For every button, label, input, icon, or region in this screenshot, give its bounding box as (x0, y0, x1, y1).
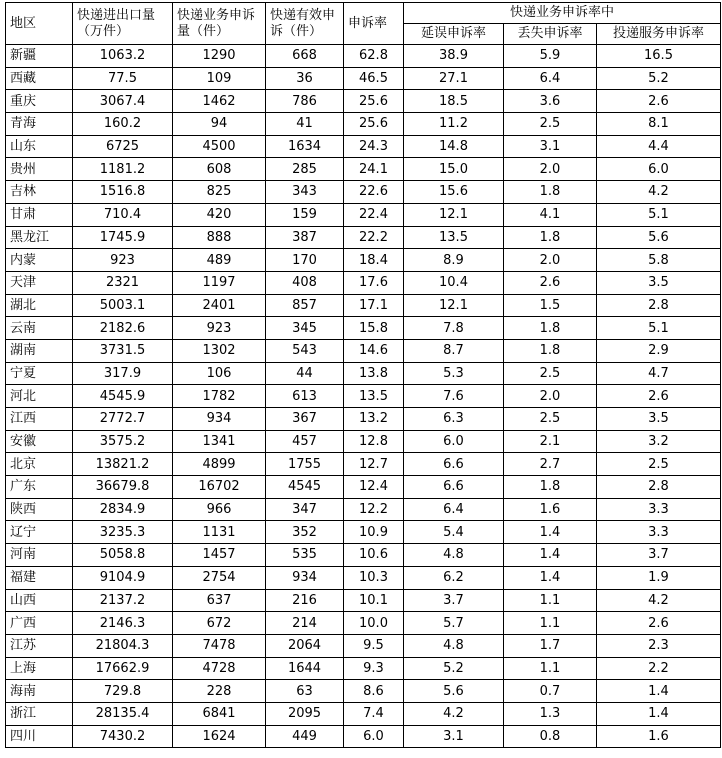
cell-valid-complaints: 63 (266, 680, 344, 703)
header-valid-complaints: 快递有效申 诉（件） (266, 3, 344, 45)
header-loss-rate: 丢失申诉率 (504, 24, 597, 45)
cell-complaint-rate: 25.6 (344, 90, 404, 113)
cell-region: 吉林 (6, 181, 73, 204)
cell-valid-complaints: 216 (266, 589, 344, 612)
cell-volume: 5003.1 (73, 294, 173, 317)
cell-volume: 2321 (73, 271, 173, 294)
cell-volume: 2772.7 (73, 408, 173, 431)
cell-delay-rate: 6.6 (404, 453, 504, 476)
cell-complaint-rate: 10.1 (344, 589, 404, 612)
table-row (6, 657, 721, 680)
table-row (6, 249, 721, 272)
cell-complaints: 888 (173, 226, 266, 249)
table-row (6, 67, 721, 90)
cell-region: 湖北 (6, 294, 73, 317)
cell-region: 青海 (6, 113, 73, 136)
cell-loss-rate: 0.8 (504, 725, 597, 748)
cell-delay-rate: 10.4 (404, 271, 504, 294)
cell-loss-rate: 1.3 (504, 702, 597, 725)
cell-loss-rate: 0.7 (504, 680, 597, 703)
cell-delay-rate: 5.7 (404, 612, 504, 635)
cell-valid-complaints: 214 (266, 612, 344, 635)
cell-volume: 1745.9 (73, 226, 173, 249)
cell-delay-rate: 4.8 (404, 544, 504, 567)
cell-complaints: 4500 (173, 135, 266, 158)
cell-volume: 2137.2 (73, 589, 173, 612)
cell-complaint-rate: 17.1 (344, 294, 404, 317)
cell-region: 江苏 (6, 634, 73, 657)
cell-loss-rate: 1.1 (504, 657, 597, 680)
cell-delivery-rate: 16.5 (597, 45, 721, 68)
cell-valid-complaints: 457 (266, 430, 344, 453)
cell-complaints: 672 (173, 612, 266, 635)
cell-complaints: 2754 (173, 566, 266, 589)
cell-complaints: 608 (173, 158, 266, 181)
table-row (6, 113, 721, 136)
cell-delay-rate: 13.5 (404, 226, 504, 249)
cell-delivery-rate: 2.3 (597, 634, 721, 657)
cell-volume: 6725 (73, 135, 173, 158)
cell-delivery-rate: 3.7 (597, 544, 721, 567)
cell-complaint-rate: 22.2 (344, 226, 404, 249)
cell-valid-complaints: 345 (266, 317, 344, 340)
table-row (6, 634, 721, 657)
cell-complaint-rate: 9.3 (344, 657, 404, 680)
cell-complaint-rate: 13.5 (344, 385, 404, 408)
cell-delay-rate: 3.1 (404, 725, 504, 748)
cell-valid-complaints: 347 (266, 498, 344, 521)
cell-volume: 36679.8 (73, 476, 173, 499)
cell-valid-complaints: 613 (266, 385, 344, 408)
cell-region: 甘肃 (6, 203, 73, 226)
cell-delay-rate: 6.0 (404, 430, 504, 453)
cell-volume: 3731.5 (73, 339, 173, 362)
cell-complaint-rate: 9.5 (344, 634, 404, 657)
cell-complaints: 109 (173, 67, 266, 90)
cell-volume: 7430.2 (73, 725, 173, 748)
cell-loss-rate: 2.5 (504, 362, 597, 385)
cell-complaints: 1197 (173, 271, 266, 294)
cell-delivery-rate: 2.2 (597, 657, 721, 680)
cell-complaints: 94 (173, 113, 266, 136)
cell-delivery-rate: 3.2 (597, 430, 721, 453)
cell-valid-complaints: 543 (266, 339, 344, 362)
table-row (6, 498, 721, 521)
cell-complaints: 1341 (173, 430, 266, 453)
cell-volume: 160.2 (73, 113, 173, 136)
cell-region: 山东 (6, 135, 73, 158)
header-volume: 快递进出口量 （万件） (73, 3, 173, 45)
cell-delivery-rate: 1.4 (597, 702, 721, 725)
cell-delivery-rate: 2.6 (597, 612, 721, 635)
cell-loss-rate: 1.6 (504, 498, 597, 521)
cell-delivery-rate: 1.9 (597, 566, 721, 589)
cell-delay-rate: 7.6 (404, 385, 504, 408)
cell-complaints: 4899 (173, 453, 266, 476)
cell-volume: 4545.9 (73, 385, 173, 408)
cell-loss-rate: 2.0 (504, 158, 597, 181)
table-row (6, 294, 721, 317)
cell-volume: 729.8 (73, 680, 173, 703)
cell-loss-rate: 6.4 (504, 67, 597, 90)
cell-complaint-rate: 14.6 (344, 339, 404, 362)
cell-region: 北京 (6, 453, 73, 476)
cell-valid-complaints: 668 (266, 45, 344, 68)
cell-volume: 13821.2 (73, 453, 173, 476)
cell-delay-rate: 3.7 (404, 589, 504, 612)
cell-loss-rate: 1.8 (504, 181, 597, 204)
cell-delay-rate: 8.9 (404, 249, 504, 272)
cell-loss-rate: 2.6 (504, 271, 597, 294)
cell-delivery-rate: 2.8 (597, 294, 721, 317)
cell-valid-complaints: 285 (266, 158, 344, 181)
cell-valid-complaints: 44 (266, 362, 344, 385)
cell-complaint-rate: 17.6 (344, 271, 404, 294)
cell-delay-rate: 4.8 (404, 634, 504, 657)
cell-delay-rate: 5.3 (404, 362, 504, 385)
cell-loss-rate: 2.5 (504, 408, 597, 431)
cell-region: 湖南 (6, 339, 73, 362)
cell-volume: 1063.2 (73, 45, 173, 68)
cell-valid-complaints: 1644 (266, 657, 344, 680)
cell-valid-complaints: 2095 (266, 702, 344, 725)
table-row (6, 158, 721, 181)
cell-delivery-rate: 1.4 (597, 680, 721, 703)
cell-loss-rate: 1.7 (504, 634, 597, 657)
cell-region: 贵州 (6, 158, 73, 181)
cell-loss-rate: 1.8 (504, 339, 597, 362)
cell-complaints: 1302 (173, 339, 266, 362)
cell-complaint-rate: 13.2 (344, 408, 404, 431)
cell-complaint-rate: 12.4 (344, 476, 404, 499)
cell-region: 山西 (6, 589, 73, 612)
cell-complaint-rate: 22.6 (344, 181, 404, 204)
cell-delay-rate: 5.2 (404, 657, 504, 680)
table-row (6, 702, 721, 725)
cell-loss-rate: 5.9 (504, 45, 597, 68)
cell-delivery-rate: 3.5 (597, 271, 721, 294)
cell-complaints: 4728 (173, 657, 266, 680)
cell-complaints: 16702 (173, 476, 266, 499)
cell-region: 云南 (6, 317, 73, 340)
cell-volume: 710.4 (73, 203, 173, 226)
cell-complaints: 637 (173, 589, 266, 612)
cell-complaints: 228 (173, 680, 266, 703)
cell-complaints: 966 (173, 498, 266, 521)
cell-valid-complaints: 36 (266, 67, 344, 90)
cell-delay-rate: 12.1 (404, 203, 504, 226)
cell-region: 天津 (6, 271, 73, 294)
cell-delivery-rate: 2.8 (597, 476, 721, 499)
cell-complaints: 2401 (173, 294, 266, 317)
header-delivery-rate: 投递服务申诉率 (597, 24, 721, 45)
table-row (6, 90, 721, 113)
cell-delay-rate: 5.6 (404, 680, 504, 703)
cell-delivery-rate: 3.3 (597, 498, 721, 521)
cell-complaint-rate: 10.6 (344, 544, 404, 567)
cell-volume: 3067.4 (73, 90, 173, 113)
complaint-rate-table (5, 2, 721, 748)
cell-valid-complaints: 4545 (266, 476, 344, 499)
cell-volume: 17662.9 (73, 657, 173, 680)
cell-region: 浙江 (6, 702, 73, 725)
cell-region: 四川 (6, 725, 73, 748)
cell-complaint-rate: 62.8 (344, 45, 404, 68)
cell-complaints: 1131 (173, 521, 266, 544)
table-row (6, 203, 721, 226)
cell-complaints: 923 (173, 317, 266, 340)
cell-complaint-rate: 12.8 (344, 430, 404, 453)
cell-complaint-rate: 12.7 (344, 453, 404, 476)
table-row (6, 544, 721, 567)
cell-complaints: 420 (173, 203, 266, 226)
table-row (6, 317, 721, 340)
cell-valid-complaints: 408 (266, 271, 344, 294)
cell-volume: 1181.2 (73, 158, 173, 181)
table-row (6, 453, 721, 476)
cell-loss-rate: 3.6 (504, 90, 597, 113)
cell-delay-rate: 6.4 (404, 498, 504, 521)
table-row (6, 430, 721, 453)
cell-region: 江西 (6, 408, 73, 431)
cell-complaint-rate: 10.3 (344, 566, 404, 589)
cell-complaint-rate: 15.8 (344, 317, 404, 340)
cell-volume: 5058.8 (73, 544, 173, 567)
cell-loss-rate: 1.1 (504, 589, 597, 612)
table-row (6, 680, 721, 703)
cell-region: 河北 (6, 385, 73, 408)
header-region: 地区 (6, 3, 73, 45)
table-row (6, 408, 721, 431)
cell-loss-rate: 3.1 (504, 135, 597, 158)
cell-volume: 923 (73, 249, 173, 272)
cell-valid-complaints: 535 (266, 544, 344, 567)
cell-volume: 28135.4 (73, 702, 173, 725)
cell-complaints: 1457 (173, 544, 266, 567)
cell-region: 西藏 (6, 67, 73, 90)
cell-delivery-rate: 8.1 (597, 113, 721, 136)
table-row (6, 226, 721, 249)
cell-valid-complaints: 367 (266, 408, 344, 431)
cell-complaints: 1462 (173, 90, 266, 113)
cell-loss-rate: 2.7 (504, 453, 597, 476)
cell-delivery-rate: 1.6 (597, 725, 721, 748)
table-row (6, 181, 721, 204)
cell-complaint-rate: 24.1 (344, 158, 404, 181)
cell-delivery-rate: 2.6 (597, 385, 721, 408)
cell-volume: 77.5 (73, 67, 173, 90)
cell-region: 重庆 (6, 90, 73, 113)
cell-delay-rate: 15.6 (404, 181, 504, 204)
cell-region: 内蒙 (6, 249, 73, 272)
cell-complaint-rate: 18.4 (344, 249, 404, 272)
cell-delay-rate: 8.7 (404, 339, 504, 362)
cell-complaints: 1624 (173, 725, 266, 748)
cell-loss-rate: 1.5 (504, 294, 597, 317)
cell-delay-rate: 15.0 (404, 158, 504, 181)
cell-valid-complaints: 387 (266, 226, 344, 249)
cell-complaint-rate: 13.8 (344, 362, 404, 385)
cell-complaint-rate: 7.4 (344, 702, 404, 725)
cell-loss-rate: 1.8 (504, 317, 597, 340)
cell-loss-rate: 1.4 (504, 521, 597, 544)
cell-delivery-rate: 2.6 (597, 90, 721, 113)
cell-delivery-rate: 2.5 (597, 453, 721, 476)
cell-complaint-rate: 12.2 (344, 498, 404, 521)
cell-valid-complaints: 170 (266, 249, 344, 272)
cell-complaints: 825 (173, 181, 266, 204)
cell-loss-rate: 1.1 (504, 612, 597, 635)
cell-region: 福建 (6, 566, 73, 589)
header-delay-rate: 延误申诉率 (404, 24, 504, 45)
cell-loss-rate: 2.0 (504, 249, 597, 272)
cell-complaint-rate: 8.6 (344, 680, 404, 703)
cell-delay-rate: 38.9 (404, 45, 504, 68)
cell-loss-rate: 2.0 (504, 385, 597, 408)
cell-delay-rate: 4.2 (404, 702, 504, 725)
cell-complaints: 489 (173, 249, 266, 272)
cell-valid-complaints: 1755 (266, 453, 344, 476)
cell-delay-rate: 14.8 (404, 135, 504, 158)
cell-region: 安徽 (6, 430, 73, 453)
cell-loss-rate: 1.4 (504, 544, 597, 567)
cell-valid-complaints: 2064 (266, 634, 344, 657)
cell-delivery-rate: 3.5 (597, 408, 721, 431)
cell-region: 广东 (6, 476, 73, 499)
cell-loss-rate: 1.4 (504, 566, 597, 589)
cell-delay-rate: 18.5 (404, 90, 504, 113)
cell-complaint-rate: 10.0 (344, 612, 404, 635)
table-row (6, 362, 721, 385)
table-row (6, 385, 721, 408)
header-complaints: 快递业务申诉 量（件） (173, 3, 266, 45)
table-row (6, 339, 721, 362)
cell-region: 上海 (6, 657, 73, 680)
cell-delivery-rate: 2.9 (597, 339, 721, 362)
cell-delivery-rate: 4.4 (597, 135, 721, 158)
table-body (6, 45, 721, 748)
table-row (6, 566, 721, 589)
cell-complaint-rate: 24.3 (344, 135, 404, 158)
cell-volume: 2182.6 (73, 317, 173, 340)
cell-valid-complaints: 934 (266, 566, 344, 589)
cell-volume: 2834.9 (73, 498, 173, 521)
cell-region: 广西 (6, 612, 73, 635)
cell-region: 河南 (6, 544, 73, 567)
table-row (6, 45, 721, 68)
cell-valid-complaints: 41 (266, 113, 344, 136)
cell-volume: 1516.8 (73, 181, 173, 204)
cell-complaints: 1290 (173, 45, 266, 68)
cell-complaints: 7478 (173, 634, 266, 657)
cell-delivery-rate: 5.2 (597, 67, 721, 90)
cell-delay-rate: 6.3 (404, 408, 504, 431)
table-row (6, 135, 721, 158)
cell-region: 宁夏 (6, 362, 73, 385)
cell-delivery-rate: 6.0 (597, 158, 721, 181)
cell-valid-complaints: 449 (266, 725, 344, 748)
cell-loss-rate: 1.8 (504, 226, 597, 249)
table-row (6, 589, 721, 612)
cell-delay-rate: 6.2 (404, 566, 504, 589)
header-group: 快递业务申诉率中 (404, 3, 721, 24)
cell-region: 海南 (6, 680, 73, 703)
cell-loss-rate: 2.5 (504, 113, 597, 136)
cell-delay-rate: 12.1 (404, 294, 504, 317)
cell-delay-rate: 7.8 (404, 317, 504, 340)
cell-volume: 2146.3 (73, 612, 173, 635)
cell-valid-complaints: 1634 (266, 135, 344, 158)
cell-complaint-rate: 22.4 (344, 203, 404, 226)
cell-volume: 317.9 (73, 362, 173, 385)
cell-delivery-rate: 5.6 (597, 226, 721, 249)
cell-loss-rate: 2.1 (504, 430, 597, 453)
cell-delivery-rate: 5.1 (597, 317, 721, 340)
cell-region: 陕西 (6, 498, 73, 521)
table-row (6, 612, 721, 635)
cell-delivery-rate: 4.2 (597, 181, 721, 204)
header-complaint-rate: 申诉率 (344, 3, 404, 45)
cell-delivery-rate: 5.8 (597, 249, 721, 272)
cell-region: 黑龙江 (6, 226, 73, 249)
cell-delivery-rate: 4.2 (597, 589, 721, 612)
cell-delay-rate: 5.4 (404, 521, 504, 544)
cell-complaint-rate: 46.5 (344, 67, 404, 90)
cell-delay-rate: 6.6 (404, 476, 504, 499)
cell-volume: 21804.3 (73, 634, 173, 657)
cell-delay-rate: 27.1 (404, 67, 504, 90)
cell-loss-rate: 1.8 (504, 476, 597, 499)
cell-delivery-rate: 3.3 (597, 521, 721, 544)
cell-delay-rate: 11.2 (404, 113, 504, 136)
cell-delivery-rate: 5.1 (597, 203, 721, 226)
cell-valid-complaints: 343 (266, 181, 344, 204)
cell-complaints: 934 (173, 408, 266, 431)
cell-complaints: 6841 (173, 702, 266, 725)
cell-complaints: 106 (173, 362, 266, 385)
cell-volume: 3235.3 (73, 521, 173, 544)
table-row (6, 271, 721, 294)
cell-complaint-rate: 6.0 (344, 725, 404, 748)
cell-region: 新疆 (6, 45, 73, 68)
cell-complaints: 1782 (173, 385, 266, 408)
cell-complaint-rate: 10.9 (344, 521, 404, 544)
cell-loss-rate: 4.1 (504, 203, 597, 226)
cell-valid-complaints: 786 (266, 90, 344, 113)
cell-valid-complaints: 352 (266, 521, 344, 544)
cell-volume: 3575.2 (73, 430, 173, 453)
table-row (6, 521, 721, 544)
cell-complaint-rate: 25.6 (344, 113, 404, 136)
cell-region: 辽宁 (6, 521, 73, 544)
table-row (6, 725, 721, 748)
cell-volume: 9104.9 (73, 566, 173, 589)
cell-delivery-rate: 4.7 (597, 362, 721, 385)
table-row (6, 476, 721, 499)
cell-valid-complaints: 857 (266, 294, 344, 317)
cell-valid-complaints: 159 (266, 203, 344, 226)
